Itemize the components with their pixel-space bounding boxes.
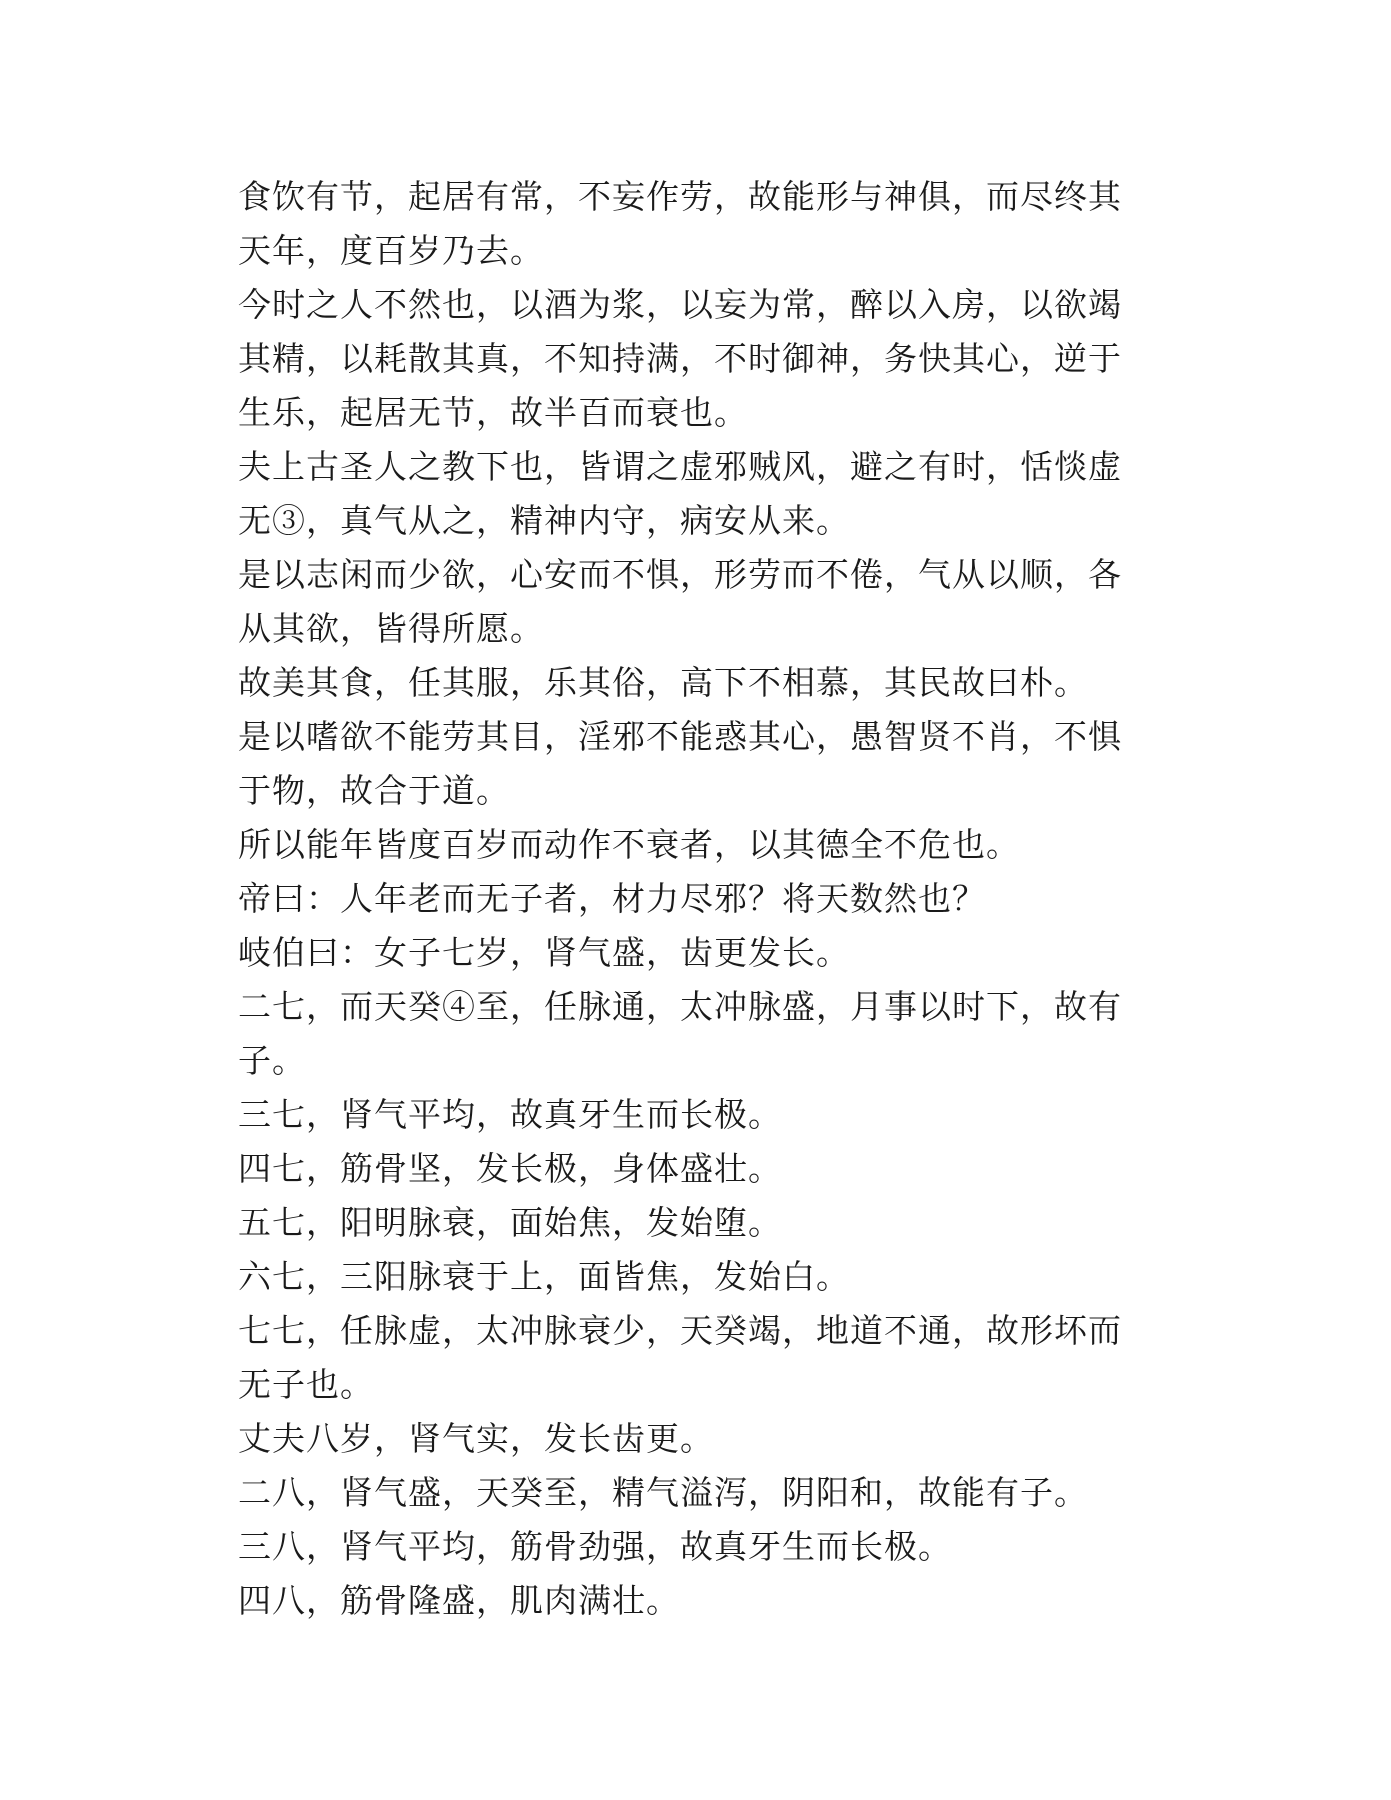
document-body [238, 170, 1138, 1628]
paragraph: 二八，肾气盛，天癸至，精气溢泻，阴阳和，故能有子。 [238, 1473, 1088, 1512]
paragraph: 七七，任脉虚，太冲脉衰少，天癸竭，地道不通，故形坏而无子也。 [238, 1311, 1122, 1404]
paragraph: 所以能年皆度百岁而动作不衰者，以其德全不危也。 [238, 825, 1020, 864]
paragraph: 四八，筋骨隆盛，肌肉满壮。 [238, 1581, 680, 1620]
paragraph: 六七，三阳脉衰于上，面皆焦，发始白。 [238, 1257, 850, 1296]
paragraph: 帝曰：人年老而无子者，材力尽邪？将天数然也？ [238, 879, 986, 918]
paragraph: 是以嗜欲不能劳其目，淫邪不能惑其心，愚智贤不肖，不惧于物，故合于道。 [238, 717, 1122, 810]
paragraph: 二七，而天癸④至，任脉通，太冲脉盛，月事以时下，故有子。 [238, 987, 1122, 1080]
paragraph: 是以志闲而少欲，心安而不惧，形劳而不倦，气从以顺，各从其欲，皆得所愿。 [238, 555, 1122, 648]
paragraph: 三七，肾气平均，故真牙生而长极。 [238, 1095, 782, 1134]
paragraph: 四七，筋骨坚，发长极，身体盛壮。 [238, 1149, 782, 1188]
paragraph: 岐伯曰：女子七岁，肾气盛，齿更发长。 [238, 933, 850, 972]
paragraph: 五七，阳明脉衰，面始焦，发始堕。 [238, 1203, 782, 1242]
paragraph: 夫上古圣人之教下也，皆谓之虚邪贼风，避之有时，恬惔虚无③，真气从之，精神内守，病安从来。 [238, 447, 1122, 540]
paragraph: 三八，肾气平均，筋骨劲强，故真牙生而长极。 [238, 1527, 952, 1566]
paragraph: 今时之人不然也，以酒为浆，以妄为常，醉以入房，以欲竭其精，以耗散其真，不知持满，不时御神，务快其心，逆于生乐，起居无节，故半百而衰也。 [238, 285, 1122, 432]
paragraph: 故美其食，任其服，乐其俗，高下不相慕，其民故曰朴。 [238, 663, 1088, 702]
paragraph: 食饮有节，起居有常，不妄作劳，故能形与神俱，而尽终其天年，度百岁乃去。 [238, 177, 1122, 270]
paragraph: 丈夫八岁，肾气实，发长齿更。 [238, 1419, 714, 1458]
